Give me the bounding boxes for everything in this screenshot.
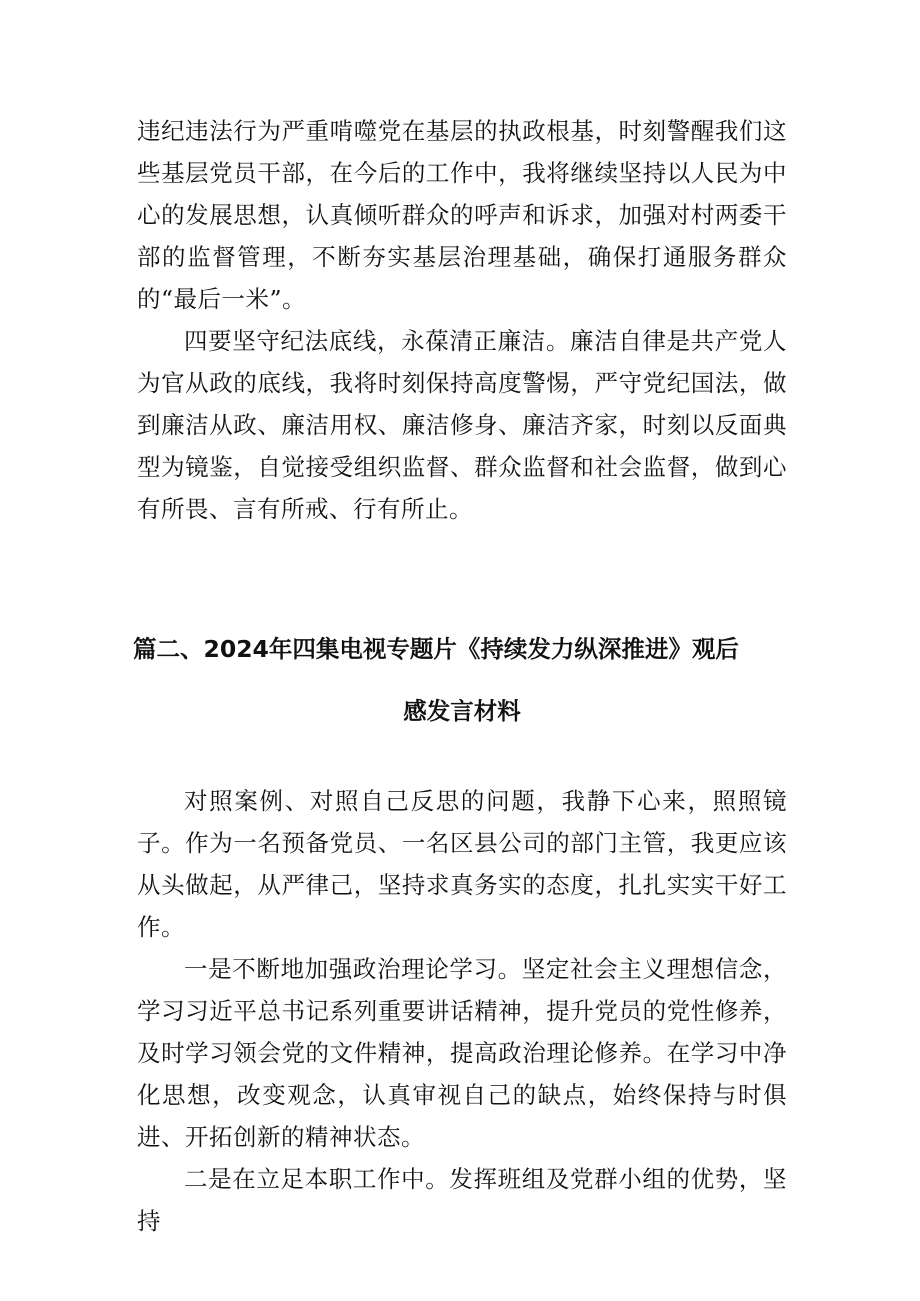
bottom-text-block xyxy=(137,780,787,1242)
paragraph-reflection: 对照案例、对照自己反思的问题，我静下心来，照照镜子。作为一名预备党员、一名区县公司的部门主管，我更应该从头做起，从严律己，坚持求真务实的态度，扎扎实实干好工作。 xyxy=(137,787,787,941)
paragraph-discipline: 四要坚守纪法底线，永葆清正廉洁。廉洁自律是共产党人为官从政的底线，我将时刻保持高度警惕，严守党纪国法，做到廉洁从政、廉洁用权、廉洁修身、廉洁齐家，时刻以反面典型为镜鉴，自觉接受组织监督、群众监督和社会监督，做到心有所畏、言有所戒、行有所止。 xyxy=(137,327,787,523)
paragraph-point-two: 二是在立足本职工作中。发挥班组及党群小组的优势，坚持 xyxy=(137,1165,787,1235)
paragraph-point-one: 一是不断地加强政治理论学习。坚定社会主义理想信念，学习习近平总书记系列重要讲话精神，提升党员的党性修养，及时学习领会党的文件精神，提高政治理论修养。在学习中净化思想，改变观念，认真审视自己的缺点，始终保持与时俱进、开拓创新的精神状态。 xyxy=(137,955,787,1151)
paragraph-continuation: 违纪违法行为严重啃噬党在基层的执政根基，时刻警醒我们这些基层党员干部，在今后的工作中，我将继续坚持以人民为中心的发展思想，认真倾听群众的呼声和诉求，加强对村两委干部的监督管理，不断夯实基层治理基础，确保打通服务群众的“最后一米”。 xyxy=(137,117,787,313)
section-heading-line-1: 篇二、2024年四集电视专题片《持续发力纵深推进》观后 xyxy=(133,635,739,663)
top-text-block xyxy=(137,110,787,530)
section-heading-line-2: 感发言材料 xyxy=(403,697,521,725)
